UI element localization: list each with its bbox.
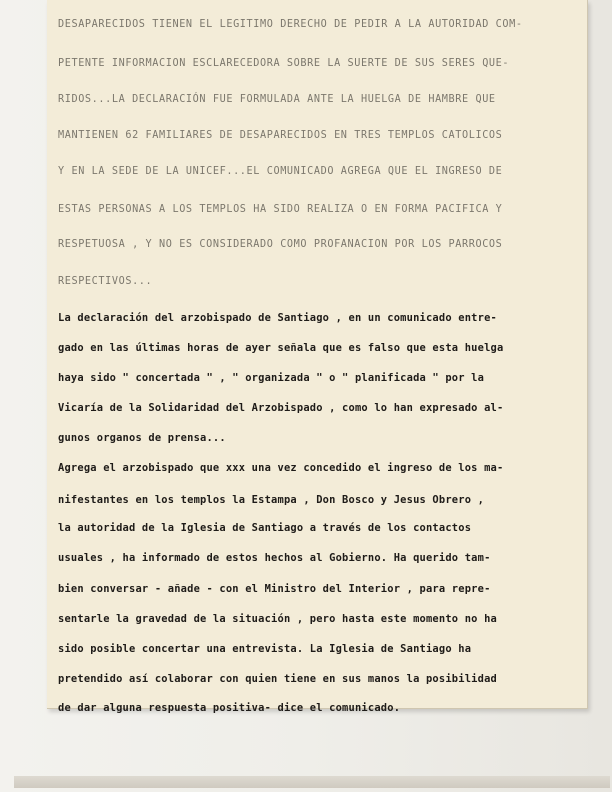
text-line: de dar alguna respuesta positiva- dice el comunicado. bbox=[58, 702, 401, 714]
text-line: la autoridad de la Iglesia de Santiago a través de los contactos bbox=[58, 522, 472, 534]
text-line: haya sido " concertada " , " organizada " o " planificada " por la bbox=[58, 372, 485, 384]
text-line: RIDOS...LA DECLARACIÓN FUE FORMULADA ANTE LA HUELGA DE HAMBRE QUE bbox=[58, 94, 496, 105]
text-line: RESPECTIVOS... bbox=[58, 276, 153, 287]
text-line: MANTIENEN 62 FAMILIARES DE DESAPARECIDOS EN TRES TEMPLOS CATOLICOS bbox=[58, 130, 503, 141]
text-line: Vicaría de la Solidaridad del Arzobispado , como lo han expresado al- bbox=[58, 402, 504, 414]
scanner-bottom-edge bbox=[14, 776, 610, 788]
text-line: usuales , ha informado de estos hechos al Gobierno. Ha querido tam- bbox=[58, 552, 491, 564]
text-line: sido posible concertar una entrevista. La Iglesia de Santiago ha bbox=[58, 643, 472, 655]
text-line: DESAPARECIDOS TIENEN EL LEGITIMO DERECHO DE PEDIR A LA AUTORIDAD COM- bbox=[58, 19, 523, 30]
text-line: sentarle la gravedad de la situación , pero hasta este momento no ha bbox=[58, 613, 497, 625]
text-line: Y EN LA SEDE DE LA UNICEF...EL COMUNICADO AGREGA QUE EL INGRESO DE bbox=[58, 166, 503, 177]
text-line: PETENTE INFORMACION ESCLARECEDORA SOBRE LA SUERTE DE SUS SERES QUE- bbox=[58, 58, 510, 69]
text-line: pretendido así colaborar con quien tiene en sus manos la posibilidad bbox=[58, 673, 497, 685]
text-line: bien conversar - añade - con el Ministro del Interior , para repre- bbox=[58, 583, 491, 595]
text-line: RESPETUOSA , Y NO ES CONSIDERADO COMO PROFANACION POR LOS PARROCOS bbox=[58, 239, 503, 250]
text-line: ESTAS PERSONAS A LOS TEMPLOS HA SIDO REALIZA O EN FORMA PACIFICA Y bbox=[58, 204, 503, 215]
text-line: nifestantes en los templos la Estampa , Don Bosco y Jesus Obrero , bbox=[58, 494, 485, 506]
text-line: Agrega el arzobispado que xxx una vez concedido el ingreso de los ma- bbox=[58, 462, 504, 474]
text-line: gado en las últimas horas de ayer señala que es falso que esta huelga bbox=[58, 342, 504, 354]
text-line: gunos organos de prensa... bbox=[58, 432, 226, 444]
text-line: La declaración del arzobispado de Santiago , en un comunicado entre- bbox=[58, 312, 497, 324]
